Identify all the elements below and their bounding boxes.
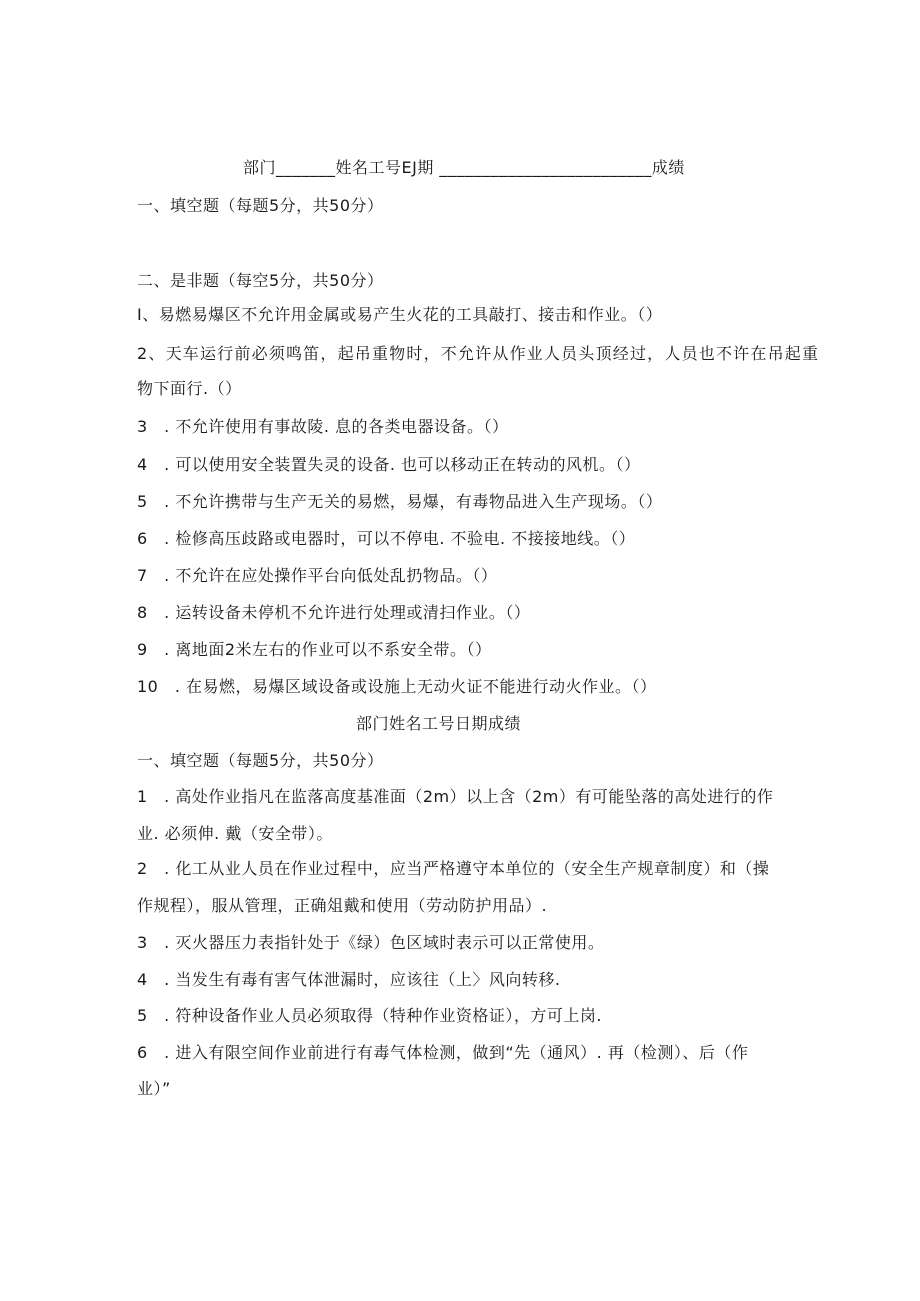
fill-item-continued: 业）” — [137, 1079, 171, 1098]
exam-header-1: 部门_______姓名工号EJ期 _________________________成绩 — [243, 158, 685, 177]
tf-item: 3 . 不允许使用有事故陵. 息的各类电器设备。（） — [137, 417, 509, 436]
fill-item: 4 . 当发生有毒有害气体泄漏时，应该往（上〉风向转移. — [137, 970, 561, 989]
fill-blank-title-2: 一、填空题（每题5分，共50分） — [137, 751, 384, 770]
fill-item: 6 . 进入有限空间作业前进行有毒气体检测，做到“先（通风）. 再（检测）、后（作 — [137, 1043, 749, 1062]
fill-item: 3 . 灭火器压力表指针处于《绿）色区域时表示可以正常使用。 — [137, 933, 605, 952]
tf-item: 7 . 不允许在应处操作平台向低处乱扔物品。（） — [137, 566, 498, 585]
fill-item: 2 . 化工从业人员在作业过程中，应当严格遵守本单位的（安全生产规章制度）和（操 — [137, 859, 770, 878]
exam-header-2: 部门姓名工号日期成绩 — [356, 714, 522, 733]
tf-item: 2、天车运行前必须鸣笛，起吊重物时，不允许从作业人员头顶经过，人员也不许在吊起重 — [137, 344, 820, 363]
tf-item: 9 . 离地面2米左右的作业可以不系安全带。（） — [137, 640, 492, 659]
tf-item: 5 . 不允许携带与生产无关的易燃，易爆，有毒物品进入生产现场。（） — [137, 492, 663, 511]
tf-item-continued: 物下面行.（） — [137, 379, 242, 398]
fill-item: 1 . 高处作业指凡在监落高度基准面（2m）以上含（2m）有可能坠落的高处进行的作 — [137, 787, 774, 806]
true-false-title: 二、是非题（每空5分，共50分） — [137, 271, 384, 290]
fill-item: 5 . 符种设备作业人员必须取得（特种作业资格证），方可上岗. — [137, 1006, 602, 1025]
tf-item: I、易燃易爆区不允许用金属或易产生火花的工具敲打、接击和作业。（） — [137, 305, 663, 324]
tf-item: 6 . 检修高压歧路或电器时，可以不停电. 不验电. 不接接地线。（） — [137, 529, 636, 548]
fill-blank-title-1: 一、填空题（每题5分，共50分） — [137, 196, 384, 215]
tf-item: 10 . 在易燃，易爆区域设备或设施上无动火证不能进行动火作业。（） — [137, 677, 657, 696]
tf-item: 4 . 可以使用安全装置失灵的设备. 也可以移动正在转动的风机。（） — [137, 455, 641, 474]
tf-item: 8 . 运转设备未停机不允许进行处理或清扫作业。（） — [137, 603, 531, 622]
fill-item-continued: 业. 必须伸. 戴（安全带）。 — [137, 824, 333, 843]
fill-item-continued: 作规程），服从管理，正确俎戴和使用（劳动防护用品）. — [137, 896, 548, 915]
